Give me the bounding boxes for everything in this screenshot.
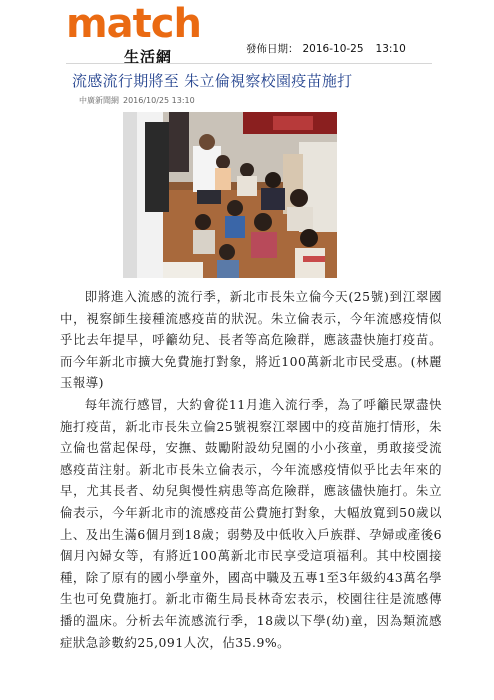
logo-subtitle: 生活網 [124, 48, 173, 66]
article-photo [123, 112, 337, 278]
publish-date: 發佈日期： 2016-10-25 13:10 [246, 43, 406, 55]
match-logo[interactable] [66, 1, 206, 66]
article-paragraph: 每年流行感冒，大約會從11月進入流行季，為了呼籲民眾盡快施打疫苗，新北市長朱立倫25號視察江翠國中的疫苗施打情形，朱立倫也當起保母，安撫、鼓勵附設幼兒園的小小孩童，勇敢接受流感疫苗注射。新北市長朱立倫表示，今年流感疫情似乎比去年來的早，尤其長者、幼兒與慢性病患等高危險群，應該儘快施打。朱立倫表示，今年新北市的流感疫苗公費施打對象，大幅放寬到50歲以上、及出生滿6個月到18歲；弱勢及中低收入戶族群、孕婦或產後6個月內婦女等，有將近100萬新北市民享受這項福利。其中校園接種，除了原有的國小學童外，國高中職及五專1至3年級約43萬名學生也可免費施打。新北市衛生局長林奇宏表示，校園往往是流感傳播的溫床。分析去年流感流行季，18歲以下學(幼)童，因為類流感症狀急診數約25,091人次，佔35.9%。 [60, 396, 442, 650]
publish-date-value: 2016-10-25 [302, 43, 364, 55]
article-datetime: 2016/10/25 13:10 [123, 96, 195, 105]
article-byline [79, 95, 195, 106]
article-paragraph: 即將進入流感的流行季，新北市長朱立倫今天(25號)到江翠國中，視察師生接種流感疫苗的狀況。朱立倫表示，今年流感疫情似乎比去年提早，呼籲幼兒、長者等高危險群，應該盡快施打疫苗。而今年新北市擴大免費施打對象，將近100萬新北市民受惠。(林麗玉報導) [60, 289, 442, 391]
article-source: 中廣新聞網 [79, 96, 119, 105]
logo-wordmark: match [66, 1, 201, 47]
article-headline: 流感流行期將至 朱立倫視察校園疫苗施打 [72, 72, 353, 90]
publish-time-value: 13:10 [375, 43, 406, 55]
publish-date-label: 發佈日期 [246, 43, 288, 55]
article-body [60, 286, 442, 653]
header-divider [66, 63, 432, 64]
photo-illustration [123, 112, 337, 278]
